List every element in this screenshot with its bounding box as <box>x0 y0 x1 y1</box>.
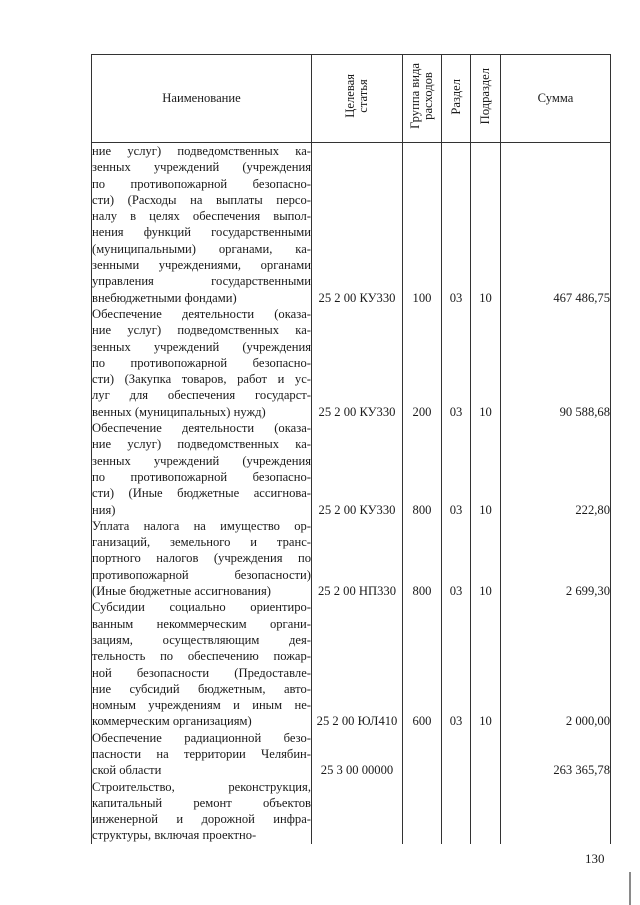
table-row <box>92 779 611 844</box>
row-expense-group <box>403 518 442 599</box>
row-amount-text: 90 588,68 <box>559 404 610 419</box>
row-name-line: зенными учреждениями, органами <box>92 258 311 273</box>
row-name-line: зенных учреждений (учреждения <box>92 160 311 175</box>
row-expense-group <box>403 143 442 306</box>
row-name-line: Строительство, реконструкция, <box>92 779 311 794</box>
row-name-line: портного налогов (учреждения по <box>92 551 311 566</box>
row-subsection <box>471 143 501 306</box>
row-name-line: (Иные бюджетные ассигнования) <box>92 584 271 599</box>
row-name-line: зациям, осуществляющим дея- <box>92 632 311 647</box>
row-target-article <box>312 779 403 844</box>
header-name <box>92 55 312 143</box>
row-name-line: по противопожарной безопасно- <box>92 355 311 370</box>
row-subsection <box>471 518 501 599</box>
table-row <box>92 518 611 599</box>
row-name-line: структуры, включая проектно- <box>92 828 257 843</box>
row-name-line: сти) (Иные бюджетные ассигнова- <box>92 486 311 501</box>
row-amount <box>501 599 611 729</box>
row-section <box>442 420 471 518</box>
row-subsection-text: 10 <box>479 502 492 517</box>
row-name-line: зенных учреждений (учреждения <box>92 339 311 354</box>
row-section <box>442 143 471 306</box>
row-expense-group-text: 100 <box>412 290 432 305</box>
page-number: 130 <box>585 851 605 866</box>
row-name-line: венных (муниципальных) нужд) <box>92 404 266 419</box>
row-section <box>442 779 471 844</box>
row-name-line: инженерной и дорожной инфра- <box>92 812 311 827</box>
table-row <box>92 730 611 779</box>
row-amount-text: 263 365,78 <box>553 763 610 778</box>
row-amount <box>501 518 611 599</box>
row-subsection <box>471 306 501 420</box>
row-target-article-text: 25 2 00 НП330 <box>317 584 396 599</box>
row-amount-text: 467 486,75 <box>553 290 610 305</box>
row-expense-group-text: 200 <box>412 404 432 419</box>
row-section <box>442 306 471 420</box>
row-name-line: сти) (Расходы на выплаты персо- <box>92 192 311 207</box>
row-section <box>442 730 471 779</box>
row-section <box>442 599 471 729</box>
row-expense-group-text: 800 <box>412 502 432 517</box>
header-subsection <box>471 55 501 143</box>
table-row <box>92 143 611 306</box>
table-body <box>92 143 611 844</box>
row-name-line: противопожарной безопасности) <box>92 567 311 582</box>
row-target-article-text: 25 2 00 КУ330 <box>318 404 396 419</box>
row-name-line: управления государственными <box>92 274 311 289</box>
row-section-text: 03 <box>449 290 463 305</box>
row-target-article-text: 25 2 00 КУ330 <box>318 502 396 517</box>
header-target-article-label: Целевая статья <box>343 74 370 119</box>
row-expense-group <box>403 730 442 779</box>
row-name-line: ние субсидий бюджетным, авто- <box>92 681 311 696</box>
row-target-article-text: 25 2 00 ЮЛ410 <box>316 714 398 729</box>
header-target-article <box>312 55 403 143</box>
budget-table <box>91 54 611 844</box>
row-subsection <box>471 779 501 844</box>
table-header-row <box>92 55 611 143</box>
row-amount <box>501 779 611 844</box>
header-amount-label: Сумма <box>537 91 574 106</box>
row-name-line: Субсидии социально ориентиро- <box>92 600 311 615</box>
row-target-article-text: 25 3 00 00000 <box>320 763 394 778</box>
row-name-line: ской области <box>92 763 162 778</box>
row-amount-text: 2 699,30 <box>565 584 610 599</box>
row-subsection <box>471 420 501 518</box>
row-target-article <box>312 143 403 306</box>
row-name-line: по противопожарной безопасно- <box>92 469 311 484</box>
row-name <box>92 518 312 599</box>
row-expense-group <box>403 599 442 729</box>
header-section <box>442 55 471 143</box>
row-name-line: пасности на территории Челябин- <box>92 746 311 761</box>
row-target-article <box>312 420 403 518</box>
header-name-label: Наименование <box>162 91 241 106</box>
row-subsection-text: 10 <box>479 584 492 599</box>
row-amount <box>501 143 611 306</box>
row-target-article <box>312 730 403 779</box>
row-subsection-text: 10 <box>479 404 492 419</box>
row-section-text: 03 <box>449 502 463 517</box>
row-name-line: коммерческим организациям) <box>92 714 252 729</box>
header-section-label: Раздел <box>448 78 463 115</box>
row-name <box>92 730 312 779</box>
row-section-text: 03 <box>449 404 463 419</box>
header-amount <box>501 55 611 143</box>
row-name-line: ганизаций, земельного и транс- <box>92 535 311 550</box>
row-subsection-text: 10 <box>479 714 492 729</box>
row-amount <box>501 306 611 420</box>
row-name-line: налу в целях обеспечения выпол- <box>92 209 311 224</box>
row-name-line: ние услуг) подведомственных ка- <box>92 437 311 452</box>
row-name <box>92 306 312 420</box>
row-name <box>92 420 312 518</box>
row-amount-text: 2 000,00 <box>565 714 610 729</box>
row-amount-text: 222,80 <box>575 502 610 517</box>
table-row <box>92 306 611 420</box>
row-amount <box>501 420 611 518</box>
header-expense-group-label: Группа вида расходов <box>408 63 435 130</box>
row-name-line: ния) <box>92 502 116 517</box>
row-name-line: сти) (Закупка товаров, работ и ус- <box>92 372 311 387</box>
row-name-line: капитальный ремонт объектов <box>92 795 311 810</box>
row-name-line: нения функций государственными <box>92 225 311 240</box>
row-name-line: Уплата налога на имущество ор- <box>92 518 311 533</box>
row-subsection <box>471 599 501 729</box>
row-name-line: Обеспечение деятельности (оказа- <box>92 421 311 436</box>
row-name-line: внебюджетными фондами) <box>92 290 237 305</box>
row-subsection-text: 10 <box>479 290 492 305</box>
row-expense-group-text: 800 <box>412 584 432 599</box>
row-name-line: зенных учреждений (учреждения <box>92 453 311 468</box>
row-name-line: ной безопасности (Предоставле- <box>92 665 311 680</box>
row-section <box>442 518 471 599</box>
row-section-text: 03 <box>449 714 463 729</box>
row-name-line: по противопожарной безопасно- <box>92 176 311 191</box>
row-name-line: Обеспечение радиационной безо- <box>92 730 311 745</box>
row-name-line: ние услуг) подведомственных ка- <box>92 144 311 158</box>
row-subsection <box>471 730 501 779</box>
row-name-line: номным учреждениям и иным не- <box>92 698 311 713</box>
row-name-line: луг для обеспечения государст- <box>92 388 311 403</box>
row-amount <box>501 730 611 779</box>
row-expense-group <box>403 779 442 844</box>
row-name-line: тельность по обеспечению пожар- <box>92 649 311 664</box>
row-expense-group <box>403 306 442 420</box>
row-name-line: ванным некоммерческим органи- <box>92 616 311 631</box>
row-target-article <box>312 599 403 729</box>
row-expense-group-text: 600 <box>412 714 432 729</box>
row-name <box>92 143 312 306</box>
scan-edge-mark <box>629 872 631 905</box>
row-target-article-text: 25 2 00 КУ330 <box>318 290 396 305</box>
row-target-article <box>312 518 403 599</box>
row-name-line: Обеспечение деятельности (оказа- <box>92 306 311 321</box>
table-row <box>92 599 611 729</box>
row-name-line: (муниципальными) органами, ка- <box>92 241 311 256</box>
row-expense-group <box>403 420 442 518</box>
row-section-text: 03 <box>449 584 463 599</box>
table-row <box>92 420 611 518</box>
row-name <box>92 779 312 844</box>
row-name-line: ние услуг) подведомственных ка- <box>92 323 311 338</box>
header-subsection-label: Подраздел <box>478 68 492 125</box>
header-expense-group <box>403 55 442 143</box>
row-target-article <box>312 306 403 420</box>
row-name <box>92 599 312 729</box>
